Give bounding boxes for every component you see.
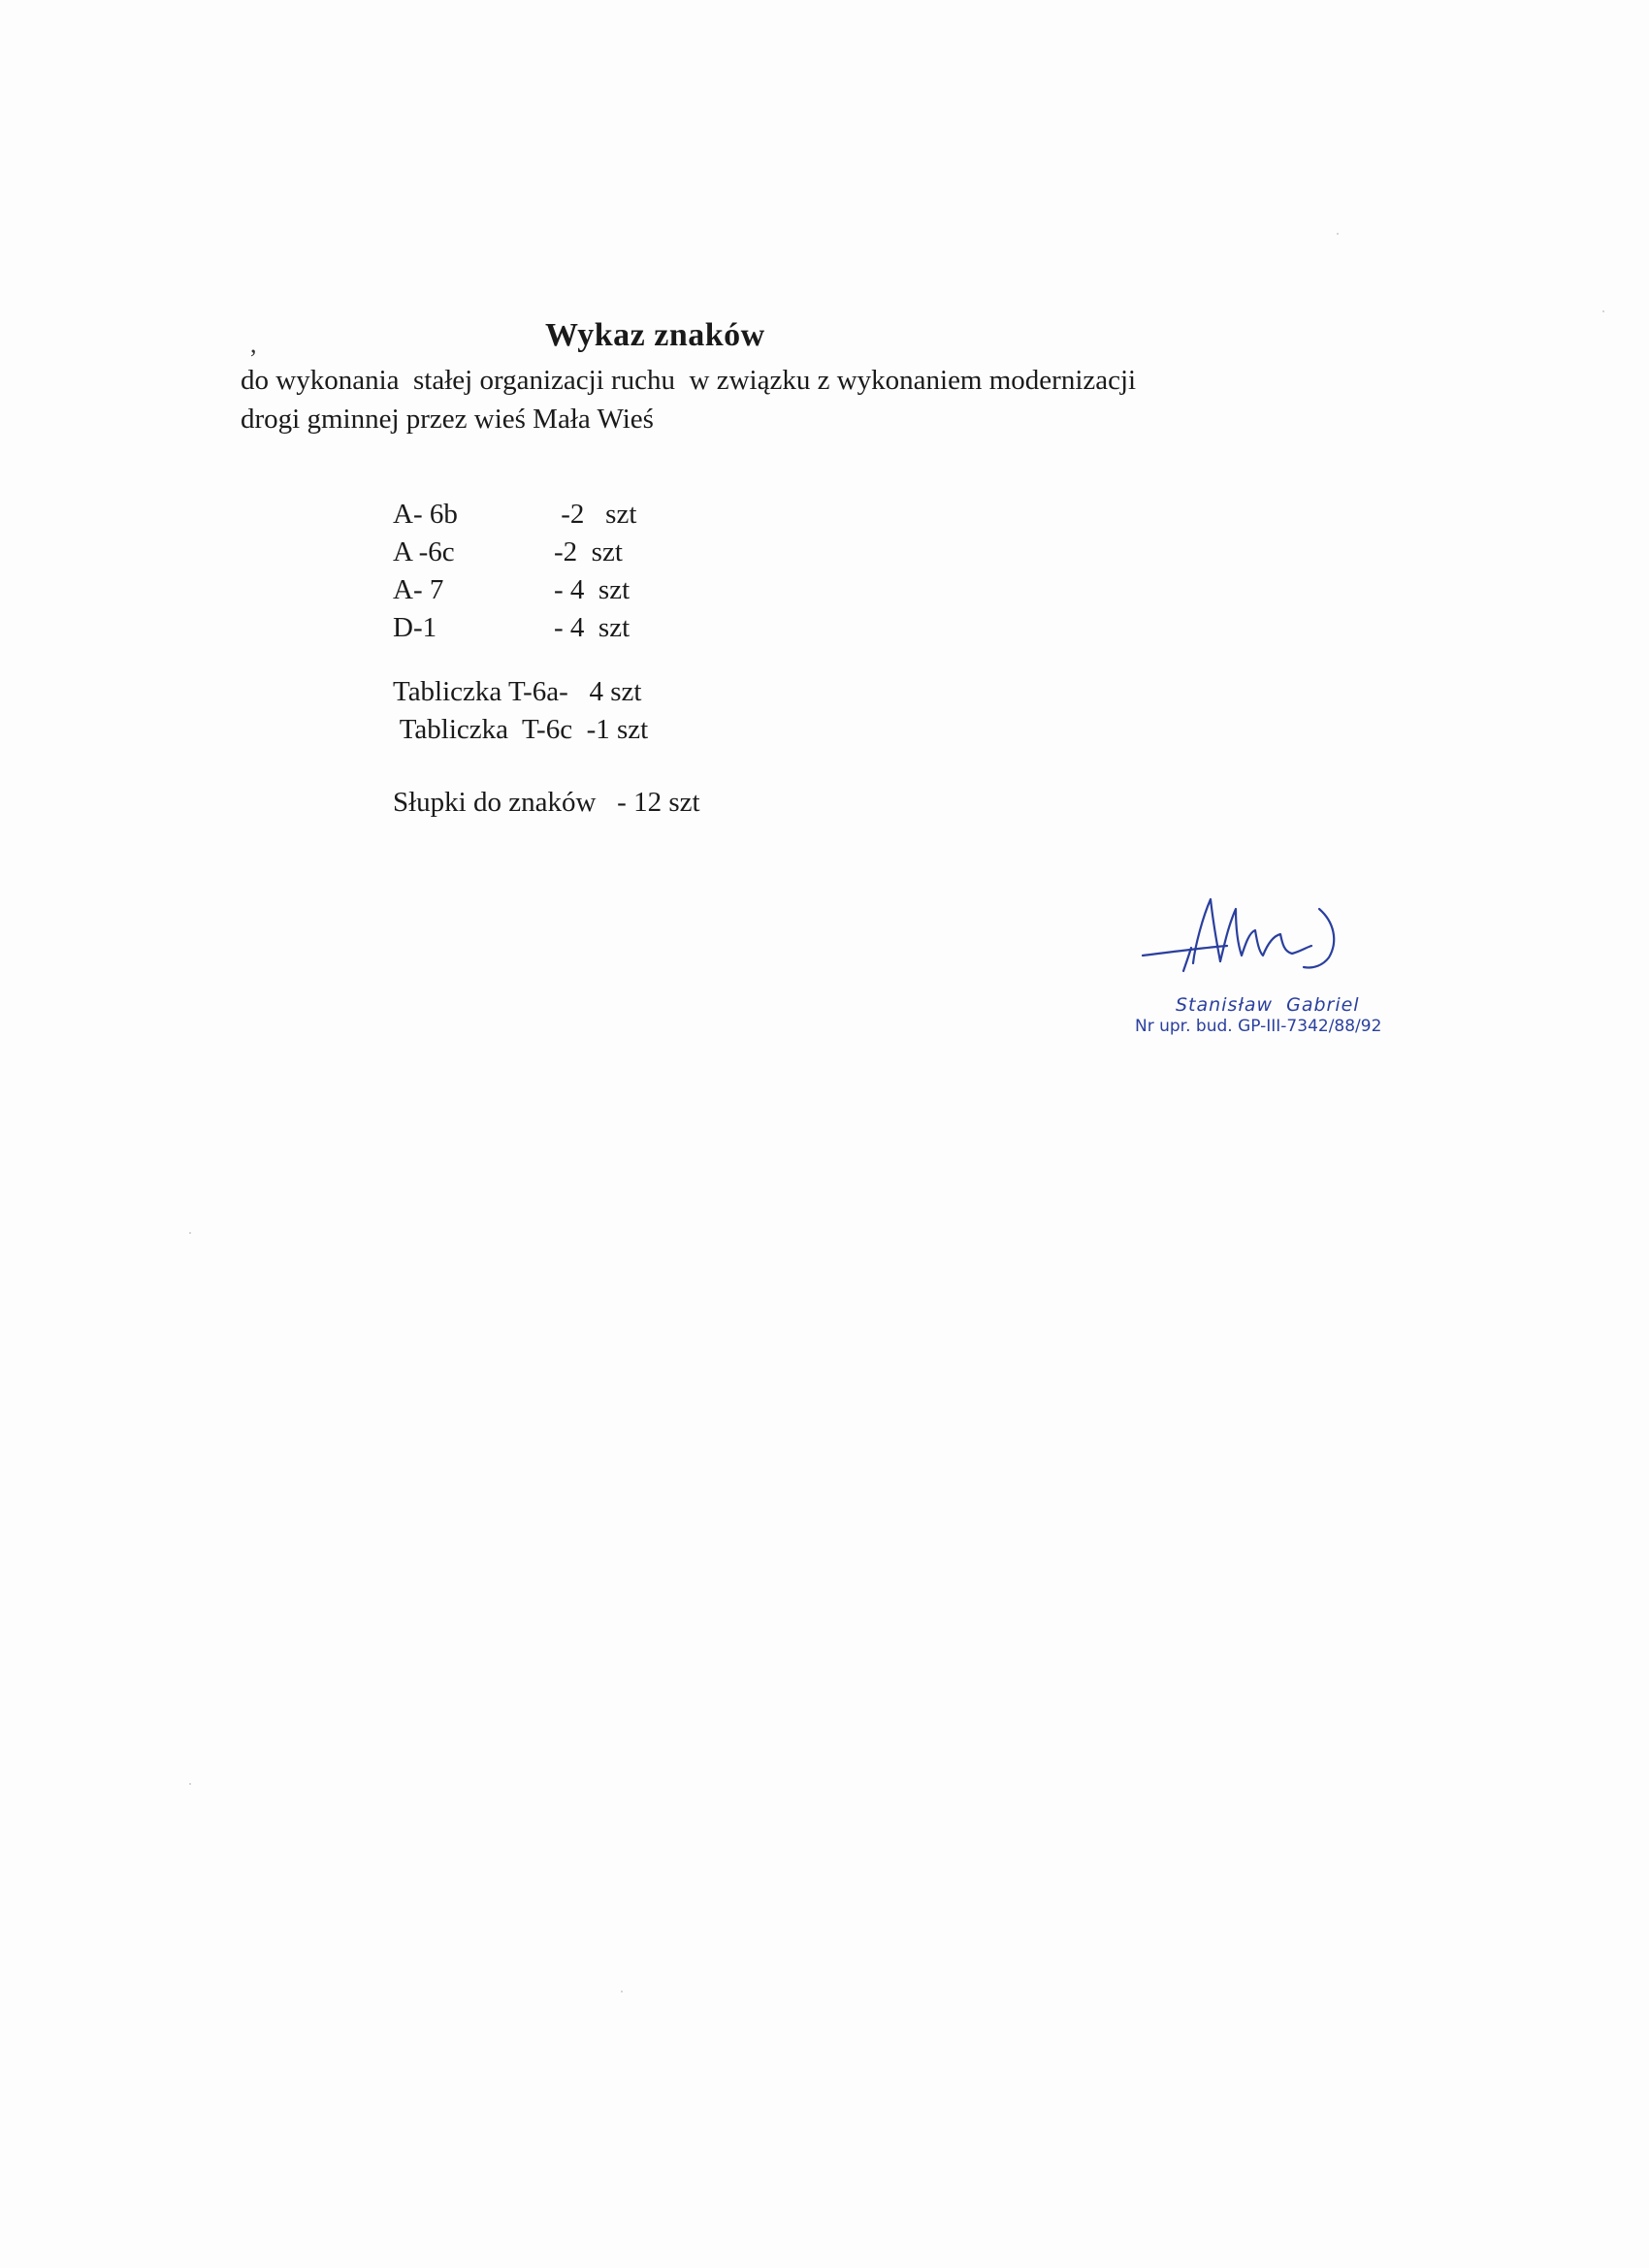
posts-line: Słupki do znaków - 12 szt bbox=[393, 787, 700, 818]
subtitle-line-1: do wykonania stałej organizacji ruchu w związku z wykonaniem modernizacji bbox=[241, 365, 1137, 396]
subtitle-line-2: drogi gminnej przez wieś Mała Wieś bbox=[241, 404, 654, 435]
document-title: Wykaz znaków bbox=[545, 317, 765, 353]
plate-item: Tabliczka T-6c -1 szt bbox=[393, 714, 649, 745]
sign-code: A -6c bbox=[393, 536, 455, 567]
plates-list bbox=[393, 673, 648, 749]
sign-row bbox=[393, 609, 781, 647]
sign-row bbox=[393, 534, 781, 571]
scan-speck bbox=[1337, 233, 1339, 235]
handwritten-signature bbox=[1135, 888, 1368, 994]
sign-list bbox=[393, 496, 781, 647]
sign-quantity: - 4 szt bbox=[554, 612, 630, 643]
sign-row bbox=[393, 571, 781, 609]
sign-code: A- 6b bbox=[393, 499, 458, 530]
scan-speck bbox=[1602, 310, 1604, 312]
signature-stamp bbox=[1135, 888, 1445, 1043]
sign-code: D-1 bbox=[393, 612, 437, 643]
sign-row bbox=[393, 496, 781, 534]
document-subtitle bbox=[241, 361, 1308, 438]
sign-code: A- 7 bbox=[393, 574, 444, 605]
stray-comma: , bbox=[250, 330, 257, 358]
stamp-name: Stanisław Gabriel bbox=[1176, 994, 1360, 1016]
sign-quantity: -2 szt bbox=[554, 536, 623, 567]
sign-quantity: -2 szt bbox=[554, 499, 637, 530]
scan-speck bbox=[621, 1991, 623, 1993]
stamp-license-number: Nr upr. bud. GP-III-7342/88/92 bbox=[1135, 1017, 1382, 1036]
scan-speck bbox=[189, 1783, 191, 1785]
plate-item: Tabliczka T-6a- 4 szt bbox=[393, 676, 642, 707]
scan-speck bbox=[189, 1232, 191, 1234]
sign-quantity: - 4 szt bbox=[554, 574, 630, 605]
